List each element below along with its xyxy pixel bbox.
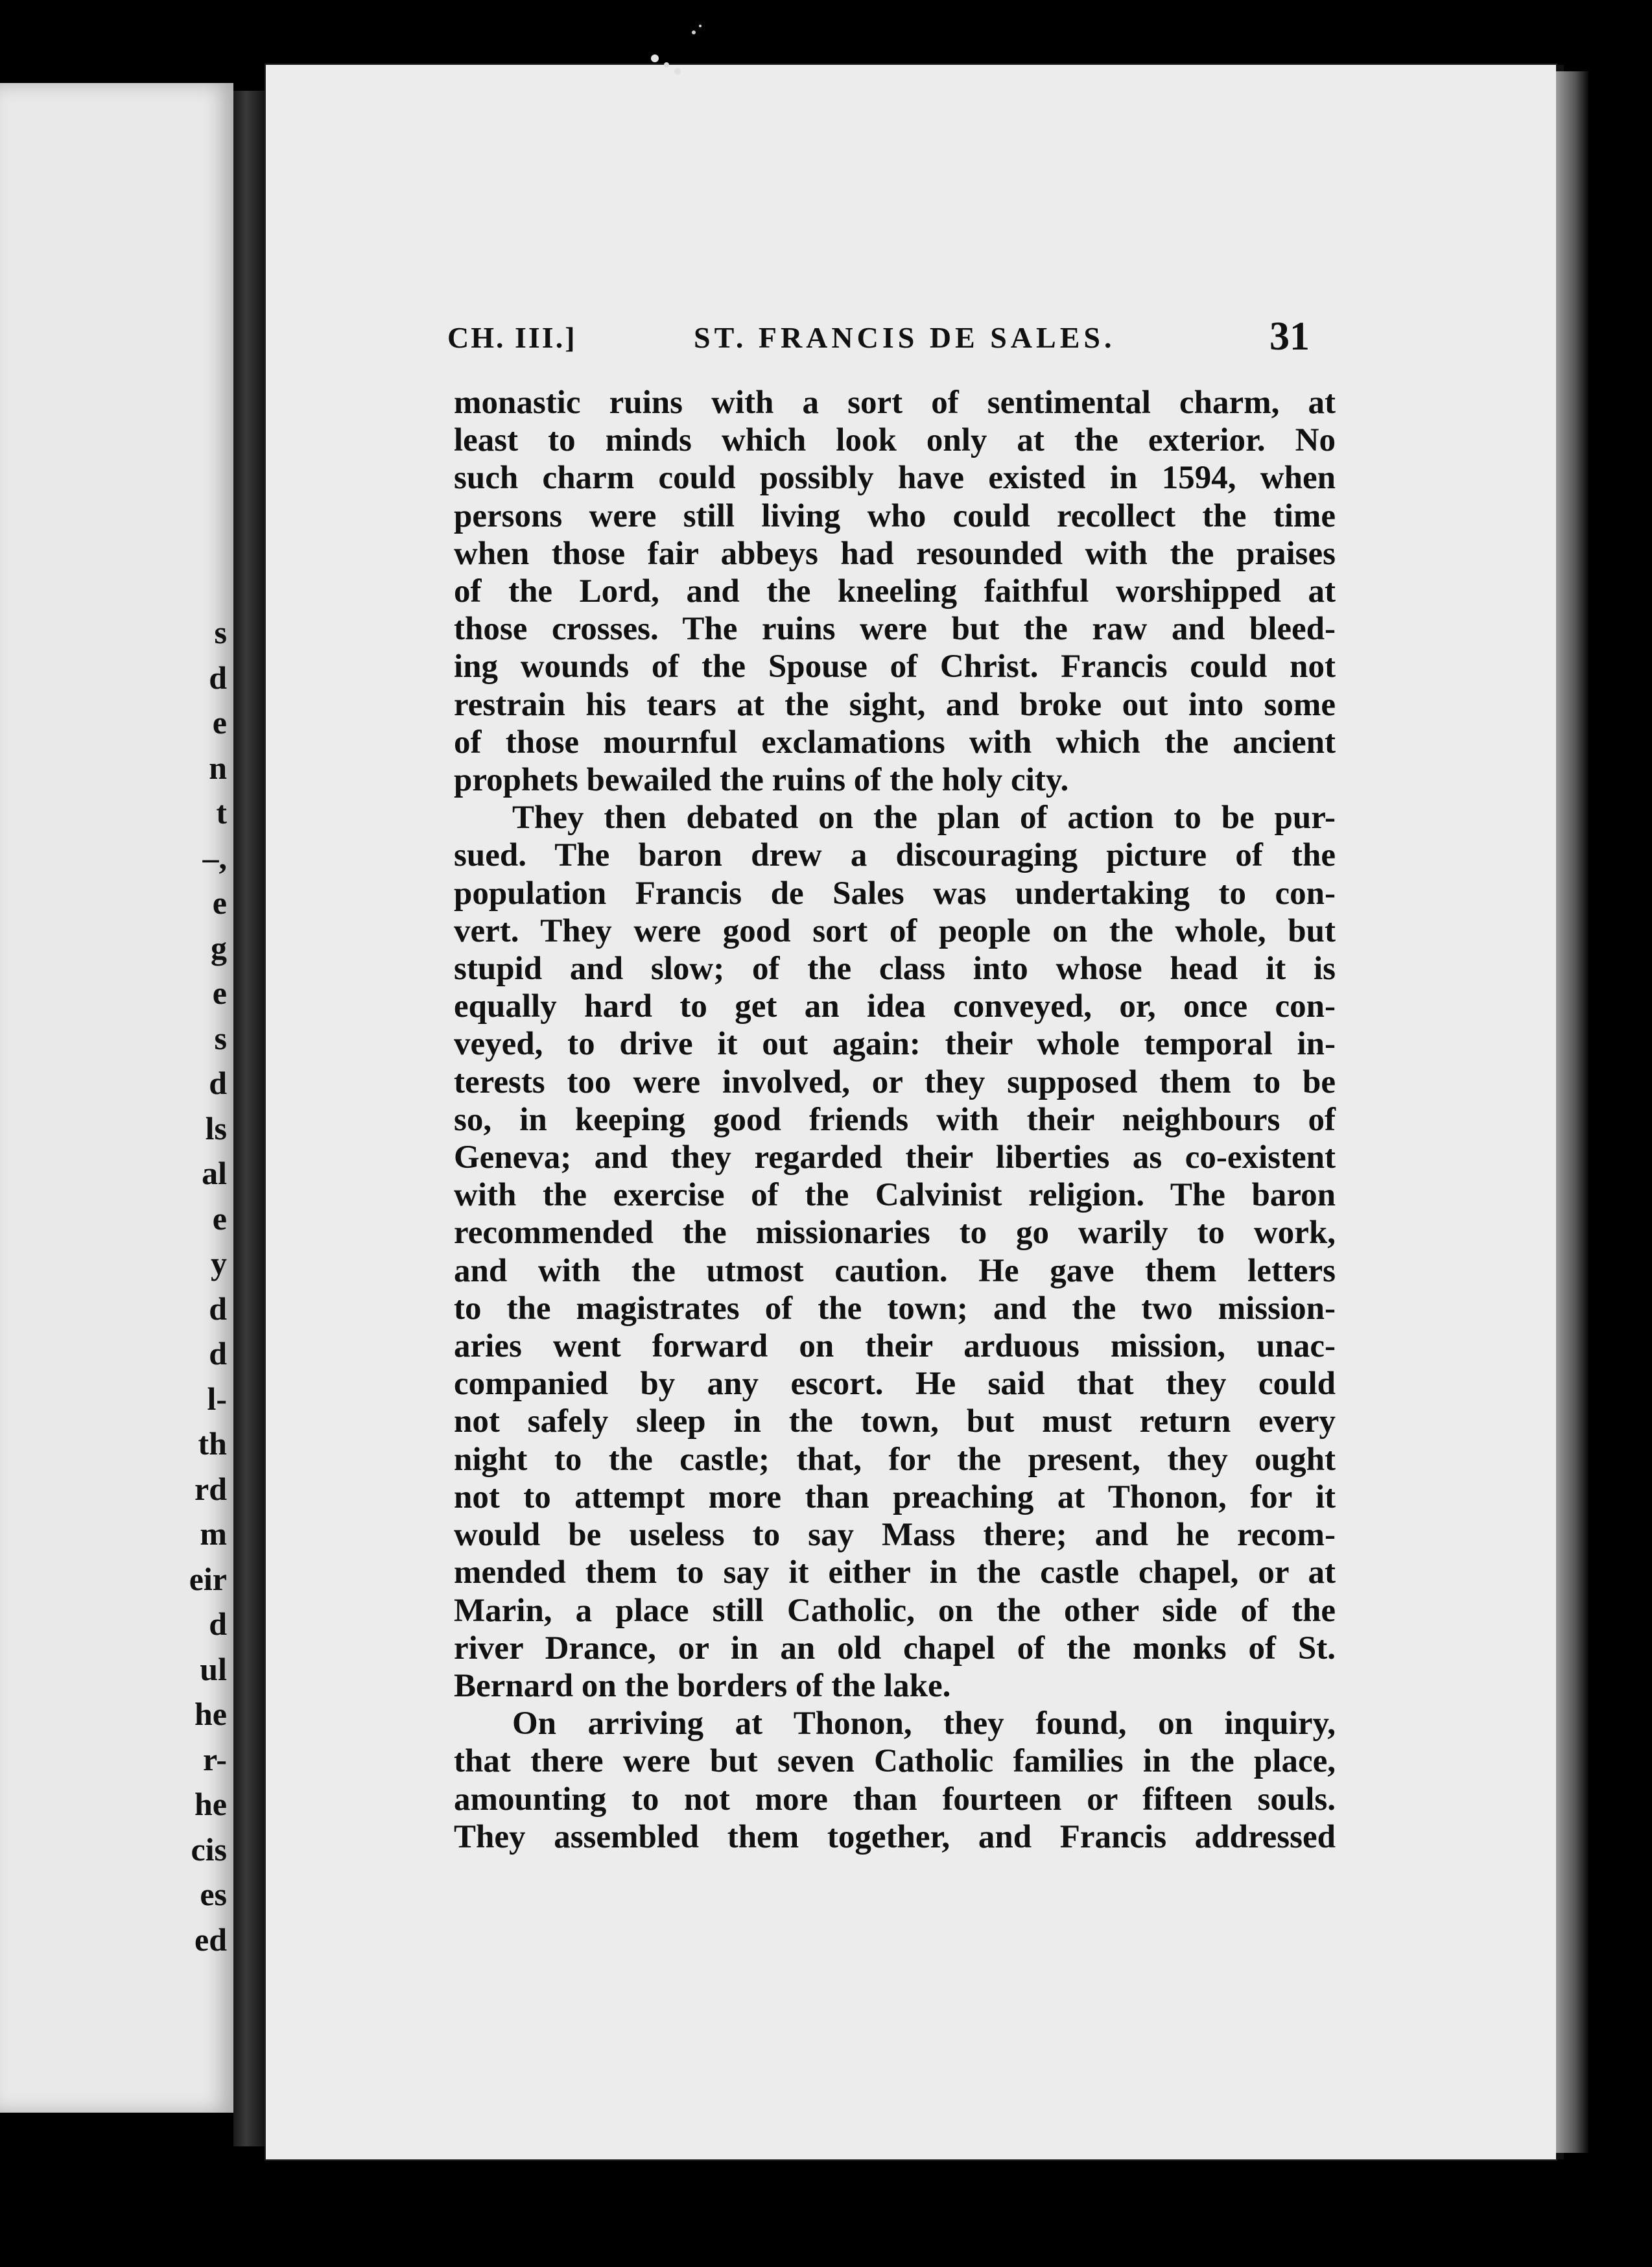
text-line: restrain his tears at the sight, and broke out into some (454, 686, 1336, 723)
page-body-text (454, 384, 1336, 1856)
left-page-fragment (0, 83, 233, 2113)
text-line: so, in keeping good friends with their neighbours of (454, 1101, 1336, 1138)
text-line: such charm could possibly have existed in 1594, when (454, 460, 1336, 497)
left-page-fragment-text: he (195, 1786, 227, 1822)
scan-speck-marks (629, 19, 720, 78)
text-line: terests too were involved, or they supposed them to be (454, 1063, 1336, 1100)
text-line: would be useless to say Mass there; and he recom- (454, 1517, 1336, 1554)
left-page-fragment-text: ed (195, 1921, 227, 1958)
left-page-fragment-text: e (212, 704, 227, 741)
left-page-fragment-text: –, (202, 839, 227, 876)
left-page-fragment-text: cis (191, 1831, 227, 1868)
left-page-fragment-text: e (212, 975, 227, 1011)
left-page-fragment-text: s (214, 1019, 227, 1056)
text-line: Marin, a place still Catholic, on the other side of the (454, 1592, 1336, 1629)
text-line: ing wounds of the Spouse of Christ. Francis could not (454, 648, 1336, 685)
text-line: that there were but seven Catholic families in the place, (454, 1743, 1336, 1780)
text-line: to the magistrates of the town; and the two mission- (454, 1290, 1336, 1327)
left-page-fragment-text: he (195, 1696, 227, 1732)
text-line: equally hard to get an idea conveyed, or, once con- (454, 988, 1336, 1025)
book-gutter (233, 91, 266, 2146)
left-page-fragment-text: th (198, 1425, 227, 1462)
text-line: of the Lord, and the kneeling faithful worshipped at (454, 573, 1336, 610)
text-line: river Drance, or in an old chapel of the monks of St. (454, 1630, 1336, 1667)
page-number: 31 (1269, 315, 1310, 359)
left-page-fragment-text: y (211, 1245, 227, 1281)
left-page-fragment-text: e (212, 1200, 227, 1237)
left-page-fragment-text: n (209, 749, 227, 786)
text-line: companied by any escort. He said that they could (454, 1366, 1336, 1403)
text-line: sued. The baron drew a discouraging picture of the (454, 837, 1336, 874)
page-edge-shadow (1556, 71, 1588, 2153)
text-line: not safely sleep in the town, but must return every (454, 1403, 1336, 1440)
text-line: and with the utmost caution. He gave them letters (454, 1252, 1336, 1289)
text-line: aries went forward on their arduous mission, unac- (454, 1328, 1336, 1365)
left-page-fragment-text: al (202, 1155, 227, 1191)
left-page-fragment-text: e (212, 884, 227, 921)
left-page-fragment-text: es (200, 1876, 227, 1912)
text-line: persons were still living who could recollect the time (454, 497, 1336, 534)
text-line: On arriving at Thonon, they found, on inquiry, (512, 1705, 1336, 1742)
text-line: prophets bewailed the ruins of the holy city. (454, 762, 1069, 799)
text-line: not to attempt more than preaching at Thonon, for it (454, 1478, 1336, 1515)
left-page-fragment-text: eir (189, 1560, 227, 1597)
text-line: They assembled them together, and Francis addressed (454, 1818, 1336, 1855)
text-line: recommended the missionaries to go warily to work, (454, 1215, 1336, 1252)
left-page-fragment-text: m (200, 1515, 227, 1552)
text-line: population Francis de Sales was undertaking to con- (454, 875, 1336, 912)
left-page-fragment-text: d (209, 1606, 227, 1642)
text-line: when those fair abbeys had resounded with the praises (454, 535, 1336, 572)
text-line: mended them to say it either in the castle chapel, or at (454, 1554, 1336, 1591)
text-line: least to minds which look only at the exterior. No (454, 422, 1336, 459)
text-line: vert. They were good sort of people on the whole, but (454, 912, 1336, 949)
left-page-fragment-text: l- (207, 1380, 227, 1417)
left-page-edge-text (149, 83, 227, 2113)
chapter-label: CH. III.] (447, 321, 577, 354)
left-page-fragment-text: s (214, 614, 227, 650)
left-page-fragment-text: g (211, 929, 227, 966)
text-line: They then debated on the plan of action to be pur- (512, 800, 1336, 837)
text-line: veyed, to drive it out again: their whole temporal in- (454, 1026, 1336, 1063)
left-page-fragment-text: d (209, 1290, 227, 1327)
running-header (447, 316, 1310, 368)
running-title: ST. FRANCIS DE SALES. (694, 321, 1116, 354)
left-page-fragment-text: d (209, 1065, 227, 1101)
text-line: those crosses. The ruins were but the raw and bleed- (454, 611, 1336, 648)
text-line: amounting to not more than fourteen or fifteen souls. (454, 1781, 1336, 1818)
left-page-fragment-text: t (216, 794, 227, 831)
left-page-fragment-text: d (209, 659, 227, 696)
left-page-fragment-text: d (209, 1335, 227, 1371)
left-page-fragment-text: ls (205, 1110, 227, 1146)
text-line: Bernard on the borders of the lake. (454, 1667, 951, 1704)
left-page-fragment-text: rd (195, 1470, 227, 1507)
left-page-fragment-text: r- (203, 1740, 227, 1777)
left-page-fragment-text: ul (200, 1650, 227, 1687)
text-line: Geneva; and they regarded their liberties as co-existent (454, 1139, 1336, 1176)
text-line: stupid and slow; of the class into whose head it is (454, 951, 1336, 988)
text-line: monastic ruins with a sort of sentimental charm, at (454, 385, 1336, 421)
text-line: night to the castle; that, for the present, they ought (454, 1441, 1336, 1478)
text-line: of those mournful exclamations with which the ancient (454, 724, 1336, 761)
text-line: with the exercise of the Calvinist religion. The baron (454, 1177, 1336, 1214)
